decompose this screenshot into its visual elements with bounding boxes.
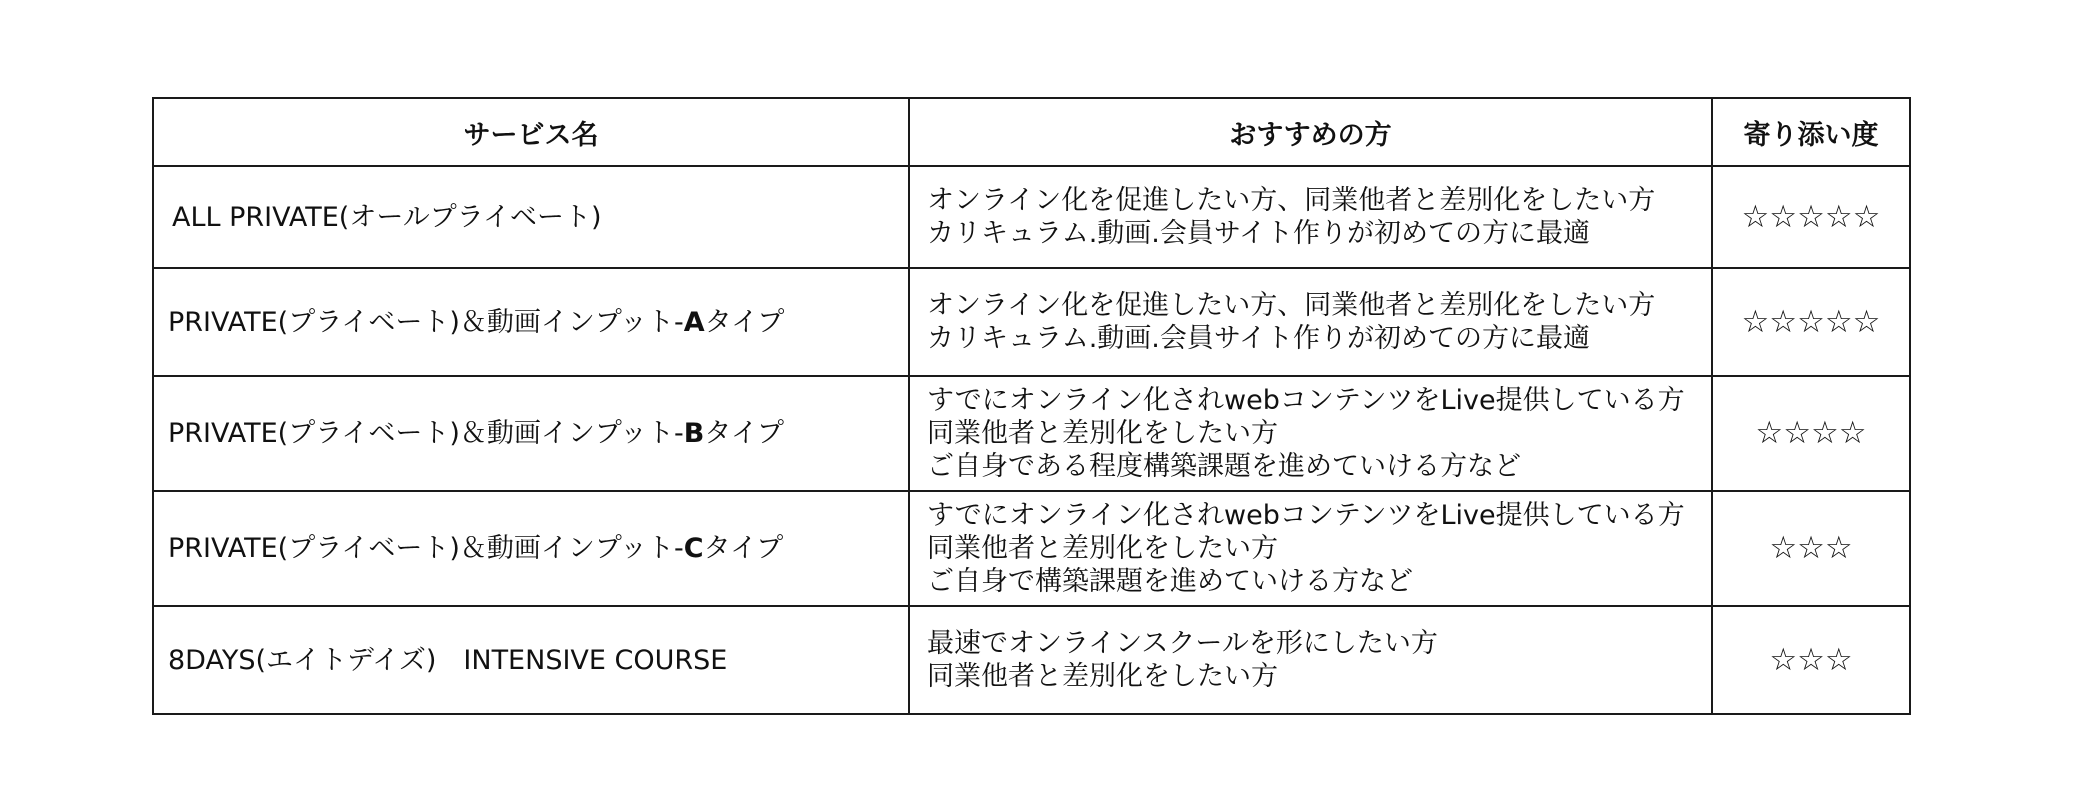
service-name-text: ALL PRIVATE(オールプライベート) — [172, 201, 602, 233]
table-row — [153, 606, 1910, 714]
recommended-line: オンライン化を促進したい方、同業他者と差別化をしたい方 — [927, 290, 1656, 321]
header-support-level: 寄り添い度 — [1712, 98, 1910, 166]
recommended-cell — [909, 606, 1712, 714]
recommended-cell — [909, 166, 1712, 268]
recommended-cell — [909, 491, 1712, 606]
service-name-text: PRIVATE(プライベート)＆動画インプット- — [168, 533, 684, 564]
service-name-suffix: タイプ — [704, 418, 785, 449]
header-recommended-for: おすすめの方 — [909, 98, 1712, 166]
support-stars-rating: ☆☆☆ — [1712, 491, 1910, 606]
service-name-cell — [153, 606, 909, 714]
recommended-line: ご自身で構築課題を進めていける方など — [927, 566, 1413, 597]
service-name-cell — [153, 491, 909, 606]
service-name-cell — [153, 376, 909, 491]
table-row — [153, 376, 1910, 491]
table-row — [153, 491, 1910, 606]
service-comparison-table — [152, 97, 1911, 715]
recommended-cell — [909, 376, 1712, 491]
support-stars-rating: ☆☆☆☆ — [1712, 376, 1910, 491]
service-name-text: PRIVATE(プライベート)＆動画インプット- — [168, 306, 684, 338]
support-stars-rating: ☆☆☆☆☆ — [1712, 166, 1910, 268]
support-stars-rating: ☆☆☆ — [1712, 606, 1910, 714]
recommended-line: 同業他者と差別化をしたい方 — [927, 661, 1278, 692]
support-stars-rating: ☆☆☆☆☆ — [1712, 268, 1910, 376]
recommended-cell — [909, 268, 1712, 376]
service-name-cell — [153, 166, 909, 268]
recommended-line: カリキュラム.動画.会員サイト作りが初めての方に最適 — [927, 218, 1591, 249]
service-name-text: PRIVATE(プライベート)＆動画インプット- — [168, 418, 684, 449]
recommended-line: すでにオンライン化されwebコンテンツをLive提供している方 — [927, 500, 1685, 531]
table-header-row — [153, 98, 1910, 166]
service-type-letter: B — [683, 418, 705, 449]
table-row — [153, 166, 1910, 268]
header-service-name: サービス名 — [153, 98, 909, 166]
service-name-cell — [153, 268, 909, 376]
recommended-line: 最速でオンラインスクールを形にしたい方 — [927, 628, 1438, 659]
service-type-letter: A — [683, 306, 705, 338]
recommended-line: すでにオンライン化されwebコンテンツをLive提供している方 — [927, 385, 1685, 416]
table-row — [153, 268, 1910, 376]
recommended-line: 同業他者と差別化をしたい方 — [927, 418, 1278, 449]
service-name-suffix: タイプ — [704, 306, 785, 338]
service-name-suffix: タイプ — [703, 533, 784, 564]
recommended-line: ご自身である程度構築課題を進めていける方など — [927, 451, 1521, 482]
recommended-line: カリキュラム.動画.会員サイト作りが初めての方に最適 — [927, 323, 1591, 354]
service-type-letter: C — [683, 533, 704, 564]
recommended-line: 同業他者と差別化をしたい方 — [927, 533, 1278, 564]
service-comparison-table-container — [152, 97, 1909, 709]
recommended-line: オンライン化を促進したい方、同業他者と差別化をしたい方 — [927, 185, 1656, 216]
service-name-text: 8DAYS(エイトデイズ) INTENSIVE COURSE — [168, 644, 728, 676]
